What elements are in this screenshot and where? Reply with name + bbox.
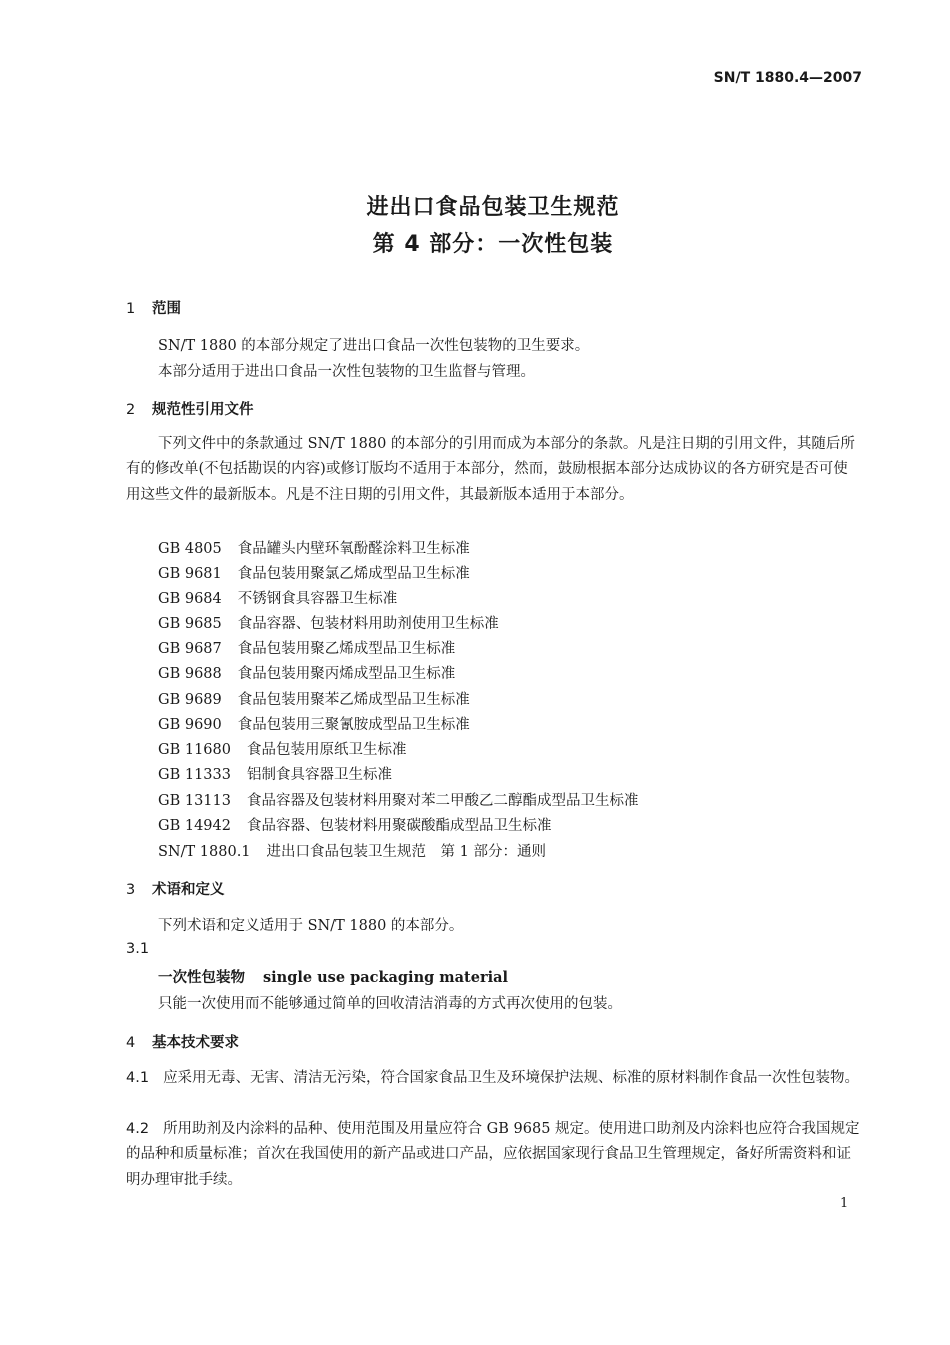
clause-text: 所用助剂及内涂料的品种、使用范围及用量应符合 GB 9685 规定。使用进口助剂及内涂料也应符合我国规定的品种和质量标准；首次在我国使用的新产品或进口产品，应依据国家现行食品卫生管理规定，备好所需资料和证明办理审批手续。 bbox=[126, 1121, 860, 1188]
reference-item bbox=[158, 587, 397, 608]
reference-code: GB 4805 bbox=[158, 541, 222, 557]
clause-number: 4.2 bbox=[126, 1121, 150, 1137]
reference-title: 铝制食具容器卫生标准 bbox=[246, 767, 392, 783]
reference-code: GB 11680 bbox=[158, 742, 231, 758]
section-heading bbox=[126, 297, 181, 318]
clause-text: 应采用无毒、无害、清洁无污染，符合国家食品卫生及环境保护法规、标准的原材料制作食品一次性包装物。 bbox=[163, 1070, 860, 1086]
reference-title: 食品容器、包装材料用助剂使用卫生标准 bbox=[237, 616, 499, 632]
paragraph: 本部分适用于进出口食品一次性包装物的卫生监督与管理。 bbox=[158, 364, 535, 380]
reference-title: 食品包装用聚丙烯成型品卫生标准 bbox=[237, 666, 456, 682]
reference-item bbox=[158, 637, 455, 658]
section-number: 3 bbox=[126, 882, 136, 898]
reference-code: GB 13113 bbox=[158, 793, 231, 809]
reference-item bbox=[158, 662, 455, 683]
reference-title: 食品包装用聚苯乙烯成型品卫生标准 bbox=[237, 692, 470, 708]
paragraph: SN/T 1880 的本部分规定了进出口食品一次性包装物的卫生要求。 bbox=[158, 338, 590, 354]
section-number: 1 bbox=[126, 301, 136, 317]
reference-item bbox=[158, 612, 499, 633]
reference-item bbox=[158, 537, 470, 558]
clause bbox=[126, 1117, 862, 1193]
reference-title: 食品包装用聚乙烯成型品卫生标准 bbox=[237, 641, 456, 657]
reference-item bbox=[158, 840, 546, 861]
reference-title: 食品罐头内壁环氧酚醛涂料卫生标准 bbox=[237, 541, 470, 557]
page-number: 1 bbox=[840, 1196, 849, 1211]
reference-item bbox=[158, 763, 392, 784]
reference-title: 不锈钢食具容器卫生标准 bbox=[237, 591, 398, 607]
term-english: single use packaging material bbox=[263, 969, 509, 986]
reference-code: GB 9685 bbox=[158, 616, 222, 632]
reference-code: GB 9687 bbox=[158, 641, 222, 657]
reference-title: 食品包装用聚氯乙烯成型品卫生标准 bbox=[237, 566, 470, 582]
paragraph bbox=[126, 432, 862, 508]
section-title: 规范性引用文件 bbox=[152, 402, 254, 418]
document-title: 进出口食品包装卫生规范 bbox=[366, 195, 620, 220]
document-subtitle: 第 4 部分：一次性包装 bbox=[372, 232, 614, 257]
reference-item bbox=[158, 789, 638, 810]
section-title: 范围 bbox=[152, 301, 181, 317]
reference-code: GB 9689 bbox=[158, 692, 222, 708]
reference-title: 食品容器、包装材料用聚碳酸酯成型品卫生标准 bbox=[246, 818, 552, 834]
term-number: 3.1 bbox=[126, 941, 150, 957]
section-title: 术语和定义 bbox=[152, 882, 225, 898]
reference-title: 食品包装用原纸卫生标准 bbox=[246, 742, 407, 758]
reference-title: 进出口食品包装卫生规范 第 1 部分：通则 bbox=[266, 844, 546, 860]
term-entry bbox=[158, 966, 508, 987]
reference-item bbox=[158, 713, 470, 734]
section-number: 4 bbox=[126, 1035, 136, 1051]
reference-code: GB 9690 bbox=[158, 717, 222, 733]
clause-number: 4.1 bbox=[126, 1070, 150, 1086]
section-heading bbox=[126, 398, 254, 419]
reference-item bbox=[158, 562, 470, 583]
reference-title: 食品容器及包装材料用聚对苯二甲酸乙二醇酯成型品卫生标准 bbox=[246, 793, 639, 809]
section-number: 2 bbox=[126, 402, 136, 418]
section-heading bbox=[126, 1031, 239, 1052]
standard-code: SN/T 1880.4—2007 bbox=[713, 70, 862, 86]
reference-item bbox=[158, 814, 551, 835]
paragraph-text: 下列文件中的条款通过 SN/T 1880 的本部分的引用而成为本部分的条款。凡是注日期的引用文件，其随后所有的修改单(不包括勘误的内容)或修订版均不适用于本部分，然而，鼓励根据本部分达成协议的各方研究是否可使用这些文件的最新版本。凡是不注日期的引用文件，其最新版本适用于本部分。 bbox=[126, 436, 855, 503]
clause bbox=[126, 1066, 862, 1091]
section-title: 基本技术要求 bbox=[152, 1035, 239, 1051]
reference-code: GB 9681 bbox=[158, 566, 222, 582]
reference-item bbox=[158, 738, 406, 759]
reference-code: SN/T 1880.1 bbox=[158, 844, 251, 860]
reference-code: GB 9684 bbox=[158, 591, 222, 607]
section-heading bbox=[126, 878, 225, 899]
reference-code: GB 11333 bbox=[158, 767, 231, 783]
paragraph: 下列术语和定义适用于 SN/T 1880 的本部分。 bbox=[158, 918, 464, 934]
reference-code: GB 9688 bbox=[158, 666, 222, 682]
reference-title: 食品包装用三聚氰胺成型品卫生标准 bbox=[237, 717, 470, 733]
reference-item bbox=[158, 688, 470, 709]
term-definition: 只能一次使用而不能够通过简单的回收清洁消毒的方式再次使用的包装。 bbox=[158, 996, 622, 1012]
term-chinese: 一次性包装物 bbox=[158, 970, 245, 986]
reference-code: GB 14942 bbox=[158, 818, 231, 834]
